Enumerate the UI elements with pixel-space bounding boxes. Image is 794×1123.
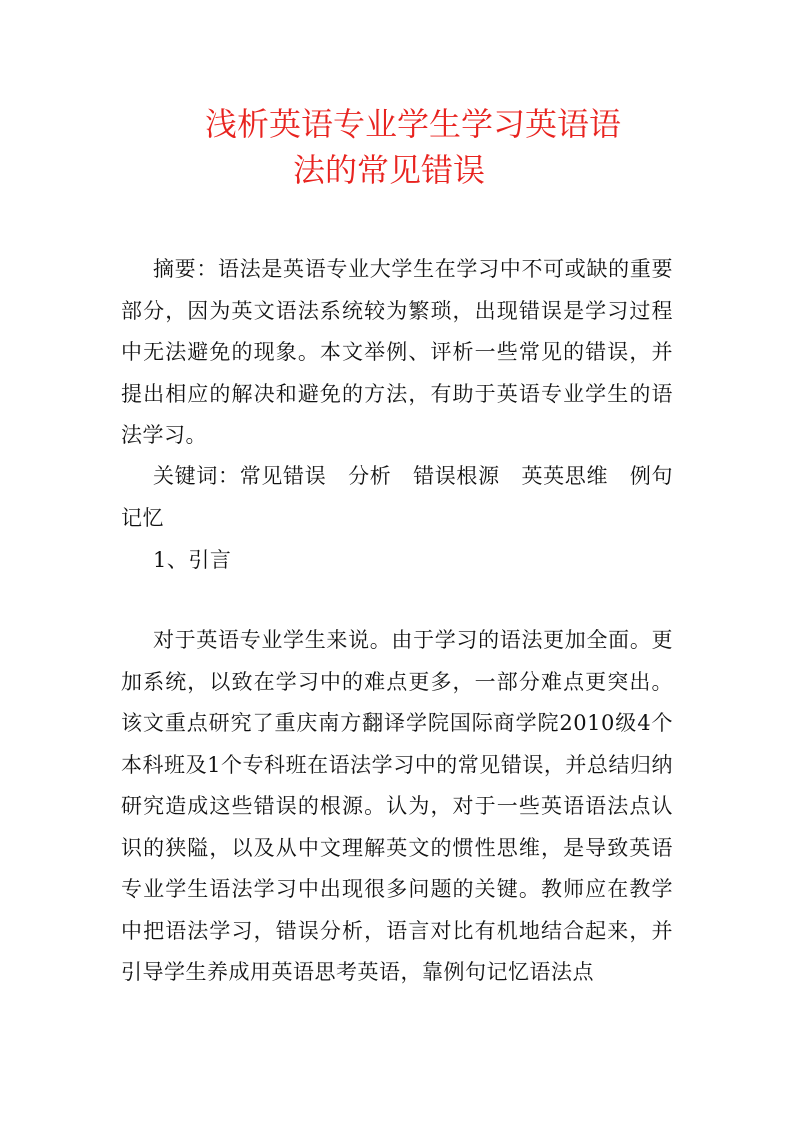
abstract-paragraph: 摘要：语法是英语专业大学生在学习中不可或缺的重要部分，因为英文语法系统较为繁琐，出现错误是学习过程中无法避免的现象。本文举例、评析一些常见的错误，并提出相应的解决和避免的方法，有助于英语专业学生的语法学习。 <box>121 257 673 447</box>
keywords-paragraph: 关键词：常见错误 分析 错误根源 英英思维 例句记忆 <box>121 464 673 530</box>
section-heading: 1、引言 <box>153 548 232 572</box>
document-title-line-1: 浅析英语专业学生学习英语语 <box>205 105 622 143</box>
document-title-line-2: 法的常见错误 <box>293 151 486 189</box>
intro-paragraph: 对于英语专业学生来说。由于学习的语法更加全面。更加系统，以致在学习中的难点更多，一部分难点更突出。该文重点研究了重庆南方翻译学院国际商学院2010级4个本科班及1个专科班在语法学习中的常见错误，并总结归纳研究造成这些错误的根源。认为，对于一些英语语法点认识的狭隘，以及从中文理解英文的惯性思维，是导致英语专业学生语法学习中出现很多问题的关键。教师应在教学中把语法学习，错误分析，语言对比有机地结合起来，并引导学生养成用英语思考英语，靠例句记忆语法点 <box>121 628 673 984</box>
